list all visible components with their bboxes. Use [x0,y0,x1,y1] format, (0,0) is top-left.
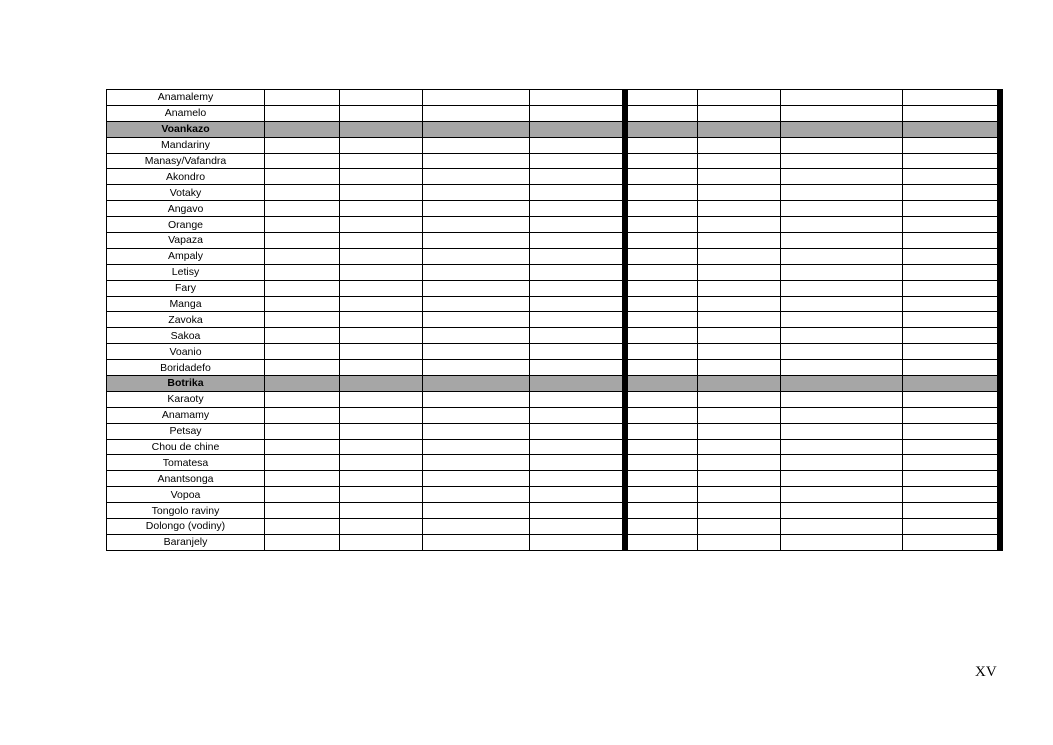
table-cell [423,360,530,376]
row-label: Votaky [107,185,265,201]
table-row [107,217,1000,233]
table-row [107,360,1000,376]
table-cell [340,105,423,121]
table-cell [698,519,781,535]
table-cell [625,487,698,503]
table-cell [530,201,625,217]
table-cell [698,280,781,296]
table-cell [625,217,698,233]
row-label: Anamalemy [107,90,265,106]
table-cell [423,233,530,249]
table-cell [340,312,423,328]
table-cell [265,280,340,296]
table-cell [625,519,698,535]
table-cell [781,360,903,376]
table-cell [340,344,423,360]
row-label: Baranjely [107,534,265,550]
table-cell [265,296,340,312]
table-cell [423,121,530,137]
table-cell [781,90,903,106]
table-cell [903,328,1000,344]
table-cell [903,487,1000,503]
row-label: Zavoka [107,312,265,328]
table-cell [265,534,340,550]
table-row [107,534,1000,550]
table-cell [423,137,530,153]
table-cell [903,169,1000,185]
table-cell [625,376,698,392]
row-label: Ampaly [107,248,265,264]
table-cell [423,264,530,280]
table-cell [340,407,423,423]
table-cell [781,519,903,535]
row-label: Tongolo raviny [107,503,265,519]
table-cell [625,328,698,344]
table-cell [265,328,340,344]
table-cell [340,328,423,344]
table-cell [423,344,530,360]
table-cell [530,105,625,121]
table-cell [423,376,530,392]
table-cell [423,519,530,535]
table-cell [340,360,423,376]
table-row [107,423,1000,439]
table-cell [340,121,423,137]
row-label: Petsay [107,423,265,439]
table-cell [625,407,698,423]
table-cell [698,90,781,106]
table-cell [625,423,698,439]
row-label: Anantsonga [107,471,265,487]
table-cell [423,328,530,344]
table-cell [781,455,903,471]
table-cell [625,248,698,264]
table-cell [265,455,340,471]
category-label: Voankazo [107,121,265,137]
table-cell [340,169,423,185]
table-cell [340,217,423,233]
table-cell [340,201,423,217]
table-cell [903,423,1000,439]
table-row [107,233,1000,249]
table-cell [781,376,903,392]
row-label: Vopoa [107,487,265,503]
table-row [107,280,1000,296]
table-cell [265,264,340,280]
table-cell [903,376,1000,392]
table-cell [625,169,698,185]
table-cell [265,391,340,407]
table-cell [530,360,625,376]
table-cell [698,503,781,519]
table-row [107,391,1000,407]
table-cell [781,312,903,328]
table-cell [903,248,1000,264]
row-label: Akondro [107,169,265,185]
table-cell [698,264,781,280]
table-cell [781,201,903,217]
table-cell [625,153,698,169]
table-cell [265,137,340,153]
table-cell [698,391,781,407]
table-cell [903,534,1000,550]
table-cell [340,248,423,264]
table-cell [423,471,530,487]
table-cell [340,185,423,201]
table-cell [698,471,781,487]
table-cell [530,248,625,264]
table-cell [698,534,781,550]
table-cell [265,376,340,392]
table-cell [903,407,1000,423]
table-cell [340,455,423,471]
table-cell [265,471,340,487]
row-label: Karaoty [107,391,265,407]
table-cell [530,439,625,455]
table-cell [625,137,698,153]
table-row [107,296,1000,312]
table-cell [340,153,423,169]
table-cell [781,137,903,153]
table-cell [530,296,625,312]
table-cell [423,217,530,233]
table-cell [903,503,1000,519]
table-cell [530,328,625,344]
table-cell [698,344,781,360]
table-cell [265,519,340,535]
table-cell [423,185,530,201]
table-cell [340,423,423,439]
table-cell [423,455,530,471]
table-cell [530,407,625,423]
table-cell [698,201,781,217]
table-cell [265,503,340,519]
table-cell [340,280,423,296]
row-label: Manga [107,296,265,312]
table-row [107,185,1000,201]
table-cell [530,217,625,233]
table-cell [423,312,530,328]
table-cell [903,360,1000,376]
table-cell [625,360,698,376]
table-cell [530,423,625,439]
table-cell [265,90,340,106]
table-cell [423,201,530,217]
table-cell [781,217,903,233]
row-label: Boridadefo [107,360,265,376]
table-cell [781,233,903,249]
table-cell [423,280,530,296]
row-label: Angavo [107,201,265,217]
table-cell [698,407,781,423]
table-cell [781,344,903,360]
table-cell [698,439,781,455]
table-row [107,153,1000,169]
table-cell [781,534,903,550]
table-cell [625,391,698,407]
table-row [107,519,1000,535]
table-cell [265,360,340,376]
table-cell [423,534,530,550]
table-cell [530,503,625,519]
table-cell [698,487,781,503]
table-cell [423,439,530,455]
table-cell [698,312,781,328]
table-cell [903,153,1000,169]
table-cell [340,534,423,550]
table-cell [530,471,625,487]
table-cell [698,169,781,185]
row-label: Manasy/Vafandra [107,153,265,169]
table-row [107,137,1000,153]
table-cell [625,471,698,487]
table-cell [625,312,698,328]
table-cell [781,153,903,169]
table-cell [530,280,625,296]
table-cell [903,137,1000,153]
category-row [107,121,1000,137]
table-cell [340,376,423,392]
table-cell [781,248,903,264]
table-cell [423,90,530,106]
table-cell [698,360,781,376]
table-cell [698,233,781,249]
table-cell [530,121,625,137]
table-cell [903,90,1000,106]
table-cell [903,105,1000,121]
table-cell [781,487,903,503]
table-cell [530,534,625,550]
table-cell [265,217,340,233]
table-cell [423,391,530,407]
page-number: XV [975,664,997,680]
table-cell [340,264,423,280]
table-cell [423,423,530,439]
table-cell [903,439,1000,455]
table-cell [530,90,625,106]
table-row [107,471,1000,487]
table-cell [265,248,340,264]
table-cell [530,153,625,169]
table-cell [530,233,625,249]
table-row [107,487,1000,503]
table-cell [781,503,903,519]
table-cell [903,344,1000,360]
table-cell [265,105,340,121]
table-row [107,169,1000,185]
table-cell [340,391,423,407]
table-cell [698,105,781,121]
table-cell [530,185,625,201]
table-cell [781,328,903,344]
table-cell [265,439,340,455]
table-row [107,264,1000,280]
table-cell [340,471,423,487]
table-cell [625,280,698,296]
table-cell [625,121,698,137]
table-cell [265,169,340,185]
table-cell [530,264,625,280]
table-cell [423,487,530,503]
table-cell [340,519,423,535]
table-cell [781,296,903,312]
row-label: Chou de chine [107,439,265,455]
table-cell [265,201,340,217]
table-cell [698,217,781,233]
table-cell [698,153,781,169]
table-cell [340,487,423,503]
row-label: Dolongo (vodiny) [107,519,265,535]
table-cell [530,487,625,503]
row-label: Sakoa [107,328,265,344]
table-cell [698,328,781,344]
row-label: Fary [107,280,265,296]
table-cell [903,455,1000,471]
row-label: Mandariny [107,137,265,153]
table-cell [423,105,530,121]
table-cell [265,185,340,201]
table-cell [903,264,1000,280]
table-cell [903,217,1000,233]
table-cell [265,344,340,360]
table-cell [423,169,530,185]
table-row [107,439,1000,455]
table-row [107,455,1000,471]
table-row [107,201,1000,217]
table-cell [625,503,698,519]
table-row [107,407,1000,423]
table-cell [903,201,1000,217]
table-cell [423,407,530,423]
table-cell [781,169,903,185]
table-cell [903,233,1000,249]
table-cell [265,423,340,439]
table-cell [423,153,530,169]
table-cell [530,455,625,471]
table-cell [340,137,423,153]
table-cell [530,519,625,535]
table-row [107,312,1000,328]
table-cell [698,455,781,471]
table-cell [903,121,1000,137]
table-cell [698,137,781,153]
table-cell [340,296,423,312]
table-row [107,90,1000,106]
table-cell [625,185,698,201]
table-cell [530,344,625,360]
table-cell [530,137,625,153]
row-label: Letisy [107,264,265,280]
table-cell [265,407,340,423]
table-cell [781,280,903,296]
table-cell [530,312,625,328]
row-label: Anamelo [107,105,265,121]
table-cell [698,376,781,392]
table-body [107,90,1000,551]
table-cell [340,233,423,249]
table-cell [781,391,903,407]
table-cell [265,312,340,328]
table-cell [423,503,530,519]
table-cell [340,503,423,519]
table-cell [903,519,1000,535]
category-row [107,376,1000,392]
table-cell [265,153,340,169]
table-cell [625,455,698,471]
data-table [106,89,1003,551]
table-cell [698,296,781,312]
table-cell [698,185,781,201]
table-row [107,328,1000,344]
table-cell [698,248,781,264]
table-cell [698,423,781,439]
table-cell [781,471,903,487]
category-label: Botrika [107,376,265,392]
table-cell [625,296,698,312]
table-cell [781,105,903,121]
row-label: Voanio [107,344,265,360]
row-label: Orange [107,217,265,233]
table-row [107,503,1000,519]
table-cell [781,407,903,423]
table-row [107,248,1000,264]
table-cell [903,471,1000,487]
table-cell [625,233,698,249]
table-cell [625,90,698,106]
table-cell [781,423,903,439]
table-cell [530,169,625,185]
table-cell [903,296,1000,312]
table-cell [698,121,781,137]
table-cell [903,312,1000,328]
row-label: Tomatesa [107,455,265,471]
table-cell [903,280,1000,296]
table-row [107,344,1000,360]
table-cell [625,105,698,121]
table-cell [903,391,1000,407]
table-cell [423,248,530,264]
table-cell [781,264,903,280]
table-cell [530,391,625,407]
table-cell [781,121,903,137]
table-cell [340,439,423,455]
table-cell [625,534,698,550]
table-cell [265,233,340,249]
table-cell [625,264,698,280]
table-row [107,105,1000,121]
table-cell [781,439,903,455]
table-cell [625,439,698,455]
table-cell [781,185,903,201]
table-cell [265,487,340,503]
table-cell [903,185,1000,201]
table-cell [265,121,340,137]
table-cell [625,201,698,217]
row-label: Anamamy [107,407,265,423]
table-cell [423,296,530,312]
row-label: Vapaza [107,233,265,249]
table-cell [340,90,423,106]
table-cell [625,344,698,360]
table-cell [530,376,625,392]
